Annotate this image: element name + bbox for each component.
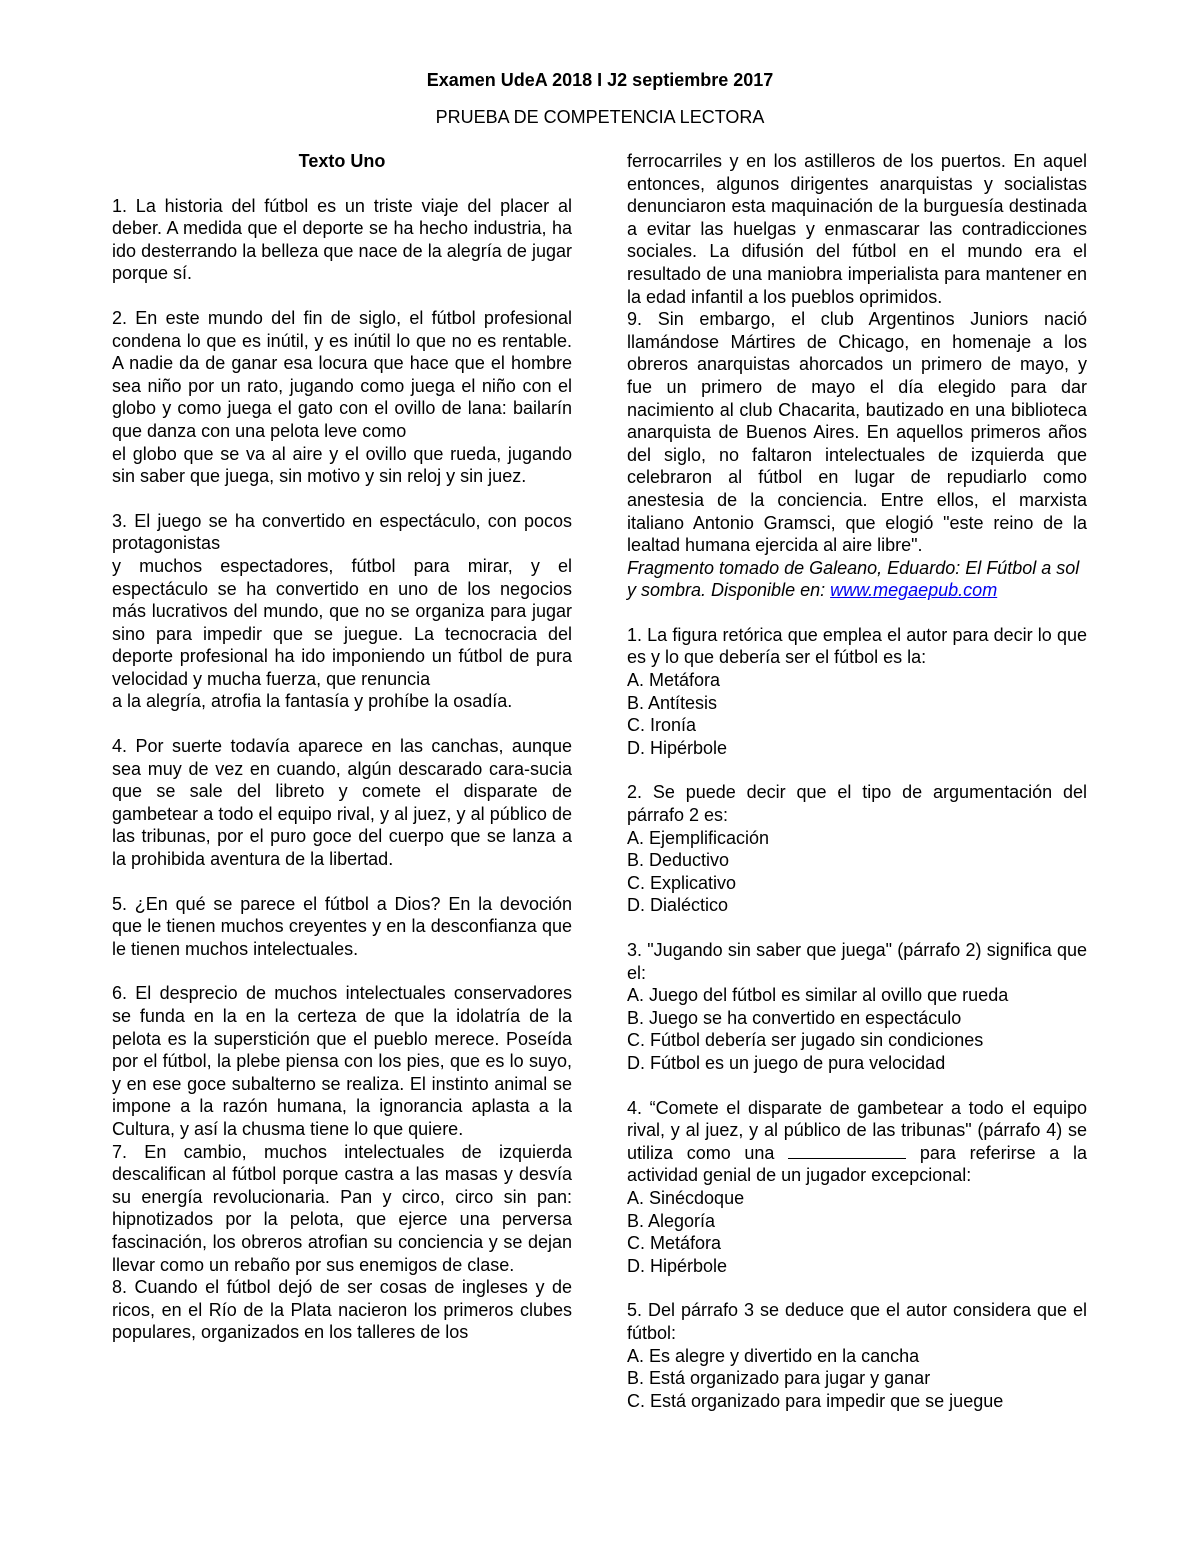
exam-title: Examen UdeA 2018 I J2 septiembre 2017 [426, 70, 774, 90]
answer-option: C. Fútbol debería ser jugado sin condiciones [627, 1030, 984, 1051]
question-1 [627, 624, 1087, 760]
text-heading: Texto Uno [298, 151, 386, 171]
answer-option: B. Está organizado para jugar y ganar [627, 1368, 931, 1389]
answer-option: A. Es alegre y divertido en la cancha [627, 1345, 920, 1366]
exam-subtitle: PRUEBA DE COMPETENCIA LECTORA [435, 107, 765, 127]
paragraph-2b: el globo que se va al aire y el ovillo que rueda, jugando sin saber que juega, sin motivo y sin reloj y sin juez. [112, 443, 572, 487]
fill-in-blank [788, 1144, 906, 1159]
question-3 [627, 939, 1087, 1075]
answer-option: C. Está organizado para impedir que se juegue [627, 1390, 1004, 1411]
paragraph-8: 8. Cuando el fútbol dejó de ser cosas de ingleses y de ricos, en el Río de la Plata nacieron los primeros clubes populares, organizados en los talleres de los [112, 1277, 572, 1343]
answer-option: D. Hipérbole [627, 737, 728, 758]
answer-option: A. Juego del fútbol es similar al ovillo que rueda [627, 985, 1009, 1006]
answer-option: C. Ironía [627, 715, 697, 736]
answer-option: C. Metáfora [627, 1233, 722, 1254]
question-5 [627, 1299, 1087, 1412]
answer-option: C. Explicativo [627, 872, 737, 893]
answer-option: D. Hipérbole [627, 1255, 728, 1276]
paragraph-3c: a la alegría, atrofia la fantasía y prohíbe la osadía. [112, 691, 513, 712]
paragraph-3b: y muchos espectadores, fútbol para mirar, y el espectáculo se ha convertido en uno de los negocios más lucrativos del mundo, que no se organiza para jugar sino para impedir que se juegue. La tecnocracia del deporte profesional ha ido imponiendo un fútbol de pura velocidad y mucha fuerza, que renuncia [112, 555, 572, 689]
paragraph-6: 6. El desprecio de muchos intelectuales conservadores se funda en la en la certeza de que la idolatría de la pelota es la superstición que el pueblo merece. Poseída por el fútbol, la plebe piensa con los pies, que es lo suyo, y en ese goce subalterno se realiza. El instinto animal se impone a la razón humana, la ignorancia aplasta a la Cultura, y así la chusma tiene lo que quiere. [112, 983, 572, 1139]
answer-option: A. Sinécdoque [627, 1187, 745, 1208]
answer-option: A. Metáfora [627, 670, 721, 691]
question-stem: 1. La figura retórica que emplea el autor para decir lo que es y lo que debería ser el fútbol es la: [627, 624, 1087, 668]
question-2 [627, 781, 1087, 917]
answer-option: B. Juego se ha convertido en espectáculo [627, 1007, 962, 1028]
question-stem-part-2: para referirse a la actividad genial de un jugador excepcional: [627, 1142, 1087, 1186]
paragraph-1: 1. La historia del fútbol es un triste viaje del placer al deber. A medida que el deporte se ha hecho industria, ha ido desterrando la belleza que nace de la alegría de jugar porque sí. [112, 195, 572, 284]
paragraph-5: 5. ¿En qué se parece el fútbol a Dios? En la devoción que le tienen muchos creyentes y en la desconfianza que le tienen muchos intelectuales. [112, 893, 572, 959]
answer-option: D. Dialéctico [627, 895, 729, 916]
answer-option: B. Deductivo [627, 850, 730, 871]
question-stem: 2. Se puede decir que el tipo de argumentación del párrafo 2 es: [627, 782, 1087, 826]
question-stem: 3. "Jugando sin saber que juega" (párrafo 2) significa que el: [627, 940, 1087, 983]
paragraph-2a: 2. En este mundo del fin de siglo, el fútbol profesional condena lo que es inútil, y es inútil lo que no es rentable. A nadie da de ganar esa locura que hace que el hombre sea niño por un rato, jugando como juega el niño con el globo y como juega el gato con el ovillo de lana: bailarín que danza con una pelota leve como [112, 307, 572, 441]
citation-link[interactable]: www.megaepub.com [830, 580, 998, 601]
right-column [627, 150, 1087, 1412]
answer-option: A. Ejemplificación [627, 827, 770, 848]
question-stem [627, 1097, 1087, 1187]
paragraph-9: 9. Sin embargo, el club Argentinos Juniors nació llamándose Mártires de Chicago, en homenaje a los obreros anarquistas ahorcados un primero de mayo, y fue un primero de mayo el día elegido para dar nacimiento al club Chacarita, bautizado en una biblioteca anarquista de Buenos Aires. En aquellos primeros años del siglo, no faltaron intelectuales de izquierda que celebraron al fútbol en lugar de repudiarlo como anestesia de la conciencia. Entre ellos, el marxista italiano Antonio Gramsci, que elogió "este reino de la lealtad humana ejercida al aire libre". [627, 309, 1087, 556]
question-4 [627, 1097, 1087, 1278]
citation-text: Fragmento tomado de Galeano, Eduardo: El Fútbol a sol y sombra. Disponible en: [627, 557, 1080, 601]
question-stem: 5. Del párrafo 3 se deduce que el autor considera que el fútbol: [627, 1300, 1087, 1343]
answer-option: B. Alegoría [627, 1210, 716, 1231]
paragraph-3a: 3. El juego se ha convertido en espectáculo, con pocos protagonistas [112, 510, 572, 554]
source-citation [627, 557, 1087, 602]
left-column [112, 150, 572, 1344]
question-stem-part-1: 4. “Comete el disparate de gambetear a todo el equipo rival, y al juez, y al público de las tribunas" (párrafo 4) se utiliza como una [627, 1097, 1087, 1163]
answer-option: D. Fútbol es un juego de pura velocidad [627, 1052, 946, 1073]
paragraph-7: 7. En cambio, muchos intelectuales de izquierda descalifican al fútbol porque castra a las masas y desvía su energía revolucionaria. Pan y circo, circo sin pan: hipnotizados por la pelota, que ejerce una perversa fascinación, los obreros atrofian su conciencia y se dejan llevar como un rebaño por sus enemigos de clase. [112, 1141, 572, 1275]
paragraph-4: 4. Por suerte todavía aparece en las canchas, aunque sea muy de vez en cuando, algún descarado cara-sucia que se sale del libreto y comete el disparate de gambetear a todo el equipo rival, y al juez, y al público de las tribunas, por el puro goce del cuerpo que se lanza a la prohibida aventura de la libertad. [112, 736, 572, 870]
answer-option: B. Antítesis [627, 692, 718, 713]
paragraph-8-continued: ferrocarriles y en los astilleros de los puertos. En aquel entonces, algunos dirigentes anarquistas y socialistas denunciaron esta maquinación de la burguesía destinada a evitar las huelgas y enmascarar las contradicciones sociales. La difusión del fútbol en el mundo era el resultado de una maniobra imperialista para mantener en la edad infantil a los pueblos oprimidos. [627, 151, 1087, 307]
